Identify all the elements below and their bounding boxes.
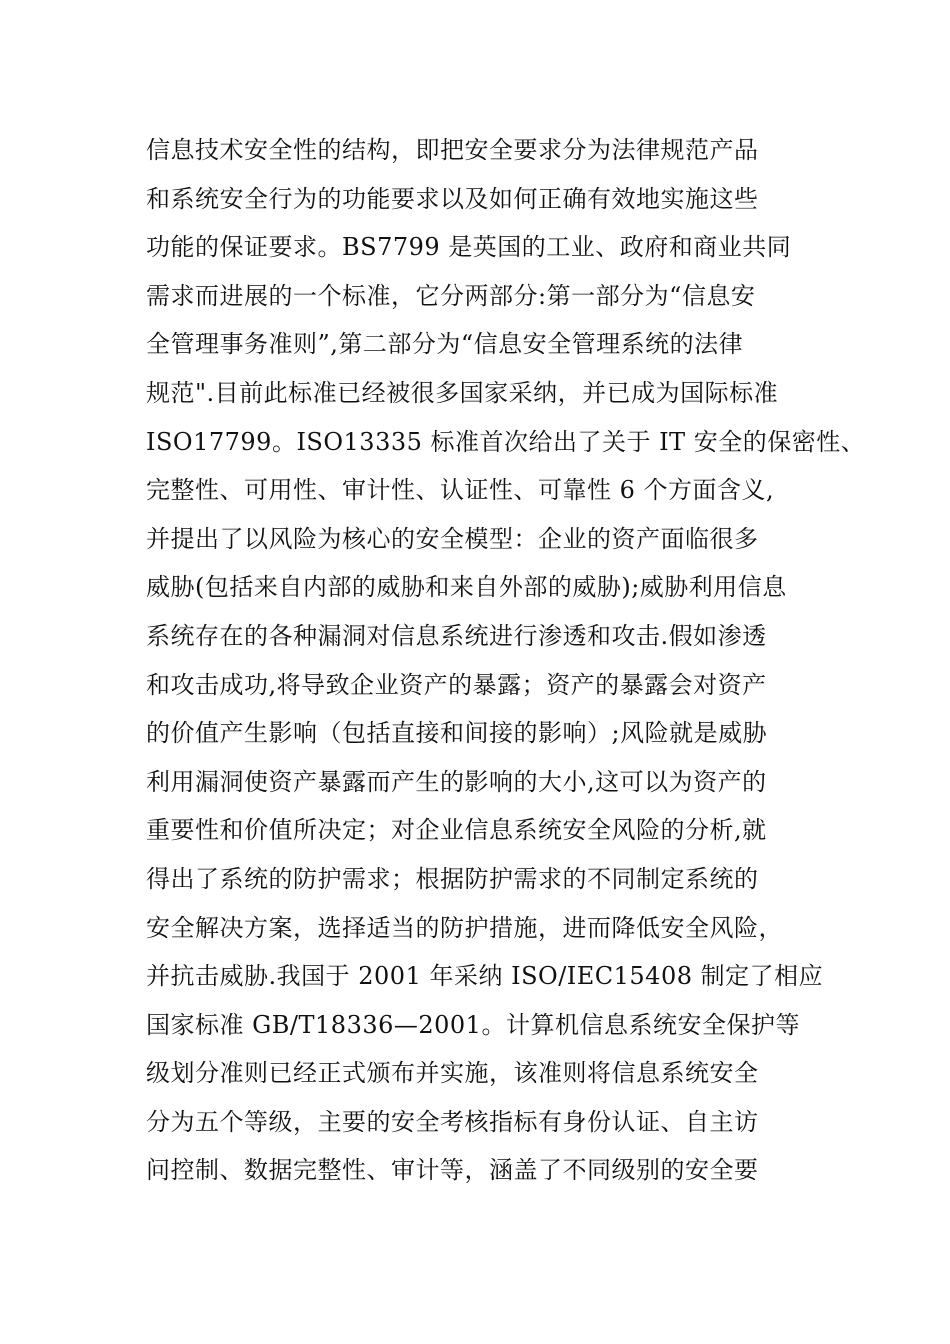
- text-line-22: 问控制、数据完整性、审计等，涵盖了不同级别的安全要: [146, 1156, 759, 1185]
- text-line-12: 和攻击成功,将导致企业资产的暴露；资产的暴露会对资产: [146, 670, 767, 699]
- text-line-18: 并抗击威胁.我国于 2001 年采纳 ISO/IEC15408 制定了相应: [146, 962, 824, 991]
- text-line-2: 和系统安全行为的功能要求以及如何正确有效地实施这些: [146, 184, 759, 213]
- text-line-5: 全管理事务准则”,第二部分为“信息安全管理系统的法律: [146, 330, 744, 359]
- text-line-10: 威胁(包括来自内部的威胁和来自外部的威胁);威胁利用信息: [146, 573, 787, 602]
- text-line-3: 功能的保证要求。BS7799 是英国的工业、政府和商业共同: [146, 233, 792, 262]
- text-line-1: 信息技术安全性的结构，即把安全要求分为法律规范产品: [146, 136, 759, 164]
- body-paragraph: [146, 132, 936, 1201]
- text-line-6: 规范".目前此标准已经被很多国家采纳，并已成为国际标准: [146, 378, 779, 407]
- text-line-11: 系统存在的各种漏洞对信息系统进行渗透和攻击.假如渗透: [146, 621, 767, 650]
- text-line-20: 级划分准则已经正式颁布并实施，该准则将信息系统安全: [146, 1059, 759, 1088]
- text-line-14: 利用漏洞使资产暴露而产生的影响的大小,这可以为资产的: [146, 767, 767, 796]
- text-line-9: 并提出了以风险为核心的安全模型：企业的资产面临很多: [146, 524, 759, 553]
- text-line-16: 得出了系统的防护需求；根据防护需求的不同制定系统的: [146, 864, 759, 893]
- text-line-17: 安全解决方案，选择适当的防护措施，进而降低安全风险，: [146, 913, 783, 942]
- text-line-13: 的价值产生影响（包括直接和间接的影响）;风险就是威胁: [146, 719, 768, 748]
- text-line-19: 国家标准 GB/T18336—2001。计算机信息系统安全保护等: [146, 1010, 800, 1039]
- text-line-21: 分为五个等级，主要的安全考核指标有身份认证、自主访: [146, 1107, 759, 1136]
- text-line-7: ISO17799。ISO13335 标准首次给出了关于 IT 安全的保密性、: [146, 427, 866, 456]
- text-line-8: 完整性、可用性、审计性、认证性、可靠性 6 个方面含义,: [146, 476, 775, 505]
- text-line-4: 需求而进展的一个标准，它分两部分:第一部分为“信息安: [146, 281, 756, 310]
- text-line-15: 重要性和价值所决定；对企业信息系统安全风险的分析,就: [146, 816, 767, 845]
